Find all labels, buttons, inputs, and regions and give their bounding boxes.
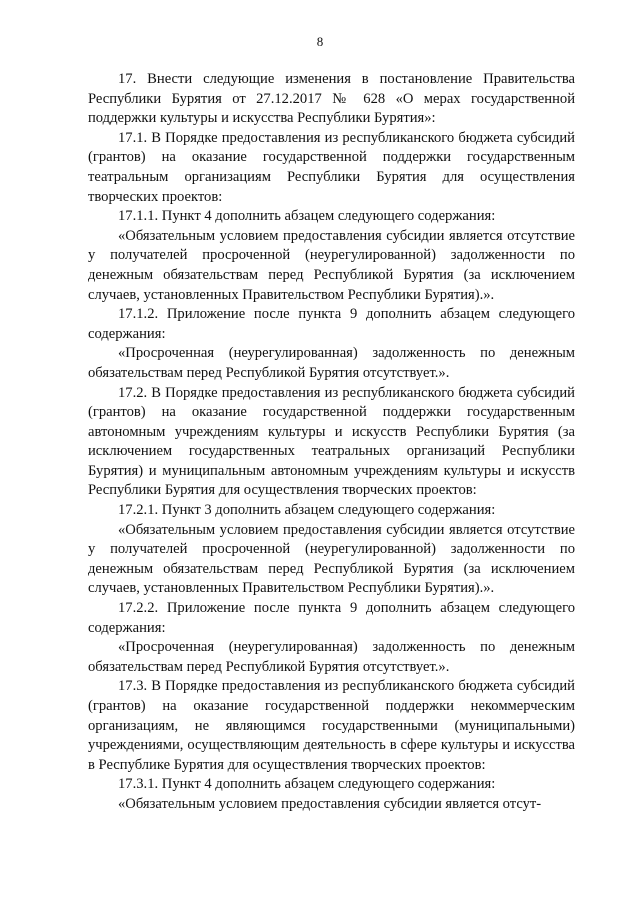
paragraph-17-1-2: 17.1.2. Приложение после пункта 9 дополнить абзацем следующего содержания: <box>88 306 575 342</box>
paragraph-17-1: 17.1. В Порядке предоставления из республиканского бюджета субсидий (грантов) на оказание государственной поддержки государственным театральным организациям Республики Бурятия для осуществления творческих проектов: <box>88 129 575 205</box>
paragraph-17-3: 17.3. В Порядке предоставления из республиканского бюджета субсидий (грантов) на оказание государственной поддержки некоммерческим организациям, не являющимся государственными (муниципальными) учреждениями, осуществляющим деятельность в сфере культуры и искусства в Республике Бурятия для осуществления творческих проектов: <box>88 678 575 773</box>
paragraph-17-2-2: 17.2.2. Приложение после пункта 9 дополнить абзацем следующего содержания: <box>88 600 575 636</box>
quote-paragraph: «Просроченная (неурегулированная) задолженность по денежным обязательствам перед Республикой Бурятия отсутствует.». <box>88 345 575 381</box>
quote-paragraph: «Обязательным условием предоставления субсидии является отсут- <box>118 795 542 812</box>
paragraph-17-2-1: 17.2.1. Пункт 3 дополнить абзацем следующего содержания: <box>118 502 496 519</box>
page-number: 8 <box>316 34 324 49</box>
quote-paragraph: «Просроченная (неурегулированная) задолженность по денежным обязательствам перед Республикой Бурятия отсутствует.». <box>88 639 575 675</box>
quote-paragraph: «Обязательным условием предоставления субсидии является отсутствие у получателей просроченной (неурегулированной) задолженности по денежным обязательствам перед Республикой Бурятия (за исключением случаев, установленных Правительством Республики Бурятия).». <box>88 227 575 303</box>
document-body <box>88 70 575 815</box>
paragraph-17-1-1: 17.1.1. Пункт 4 дополнить абзацем следующего содержания: <box>118 208 496 225</box>
paragraph-17-3-1: 17.3.1. Пункт 4 дополнить абзацем следующего содержания: <box>118 776 496 793</box>
paragraph-17-2: 17.2. В Порядке предоставления из республиканского бюджета субсидий (грантов) на оказание государственной поддержки государственным автономным учреждениям культуры и искусств Республики Бурятия (за исключением государственных театральных организаций Республики Бурятия) и муниципальным автономным учреждениям культуры и искусств Республики Бурятия для осуществления творческих проектов: <box>88 384 575 499</box>
paragraph-17: 17. Внести следующие изменения в постановление Правительства Республики Бурятия от 27.12.2017 № 628 «О мерах государственной поддержки культуры и искусства Республики Бурятия»: <box>88 71 575 127</box>
quote-paragraph: «Обязательным условием предоставления субсидии является отсутствие у получателей просроченной (неурегулированной) задолженности по денежным обязательствам перед Республикой Бурятия (за исключением случаев, установленных Правительством Республики Бурятия).». <box>88 521 575 597</box>
